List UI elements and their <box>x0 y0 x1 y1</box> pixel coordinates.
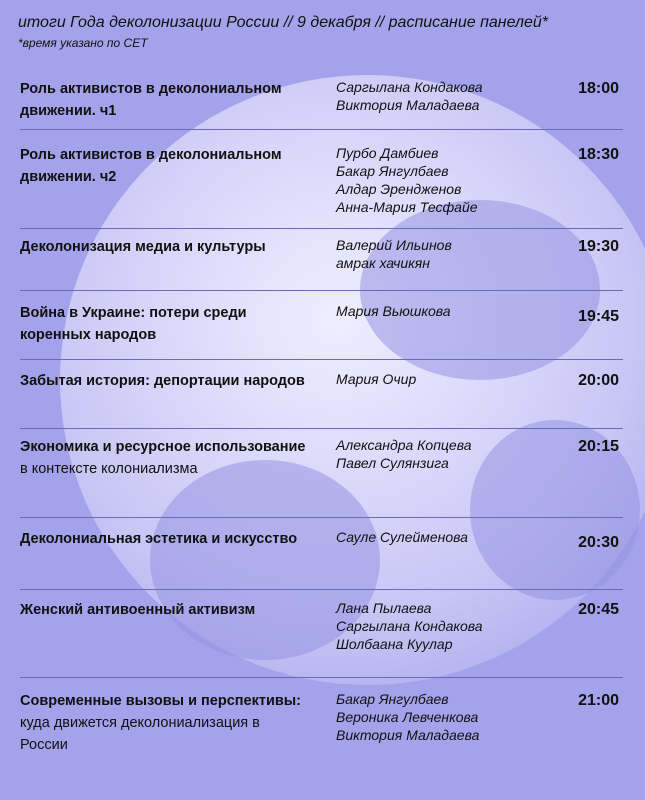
panel-time: 20:30 <box>578 534 619 551</box>
speaker: Валерий Ильинов <box>336 237 452 253</box>
speaker: Мария Очир <box>336 371 417 387</box>
speaker: Бакар Янгулбаев <box>336 691 449 707</box>
page-title: итоги Года деколонизации России // 9 декабря // расписание панелей* <box>18 14 549 31</box>
speaker: Павел Сулянзига <box>336 455 449 471</box>
panel-time: 18:30 <box>578 146 619 163</box>
panel-speakers <box>336 144 478 216</box>
schedule-row <box>20 144 623 229</box>
schedule-row <box>20 436 623 518</box>
speaker: Сауле Сулейменова <box>336 529 468 545</box>
panel-topic: Роль активистов в деколониальном движении. ч2 <box>20 147 282 185</box>
schedule-row <box>20 302 623 360</box>
panel-time: 18:00 <box>578 80 619 97</box>
speaker: Бакар Янгулбаев <box>336 163 449 179</box>
panel-speakers <box>336 370 416 388</box>
speaker: амрак хачикян <box>336 255 430 271</box>
panel-time: 20:00 <box>578 372 619 389</box>
speaker: Саргылана Кондакова <box>336 79 483 95</box>
speaker: Лана Пылаева <box>336 600 432 616</box>
panel-topic: Деколониальная эстетика и искусство <box>20 531 298 547</box>
panel-time: 21:00 <box>578 692 619 709</box>
panel-speakers <box>336 302 451 320</box>
speaker: Саргылана Кондакова <box>336 618 483 634</box>
panel-speakers <box>336 236 452 272</box>
speaker: Виктория Маладаева <box>336 97 480 113</box>
panel-speakers <box>336 528 468 546</box>
page-header <box>18 14 628 50</box>
panel-speakers <box>336 690 479 744</box>
speaker: Алдар Эрендженов <box>336 181 462 197</box>
panel-speakers <box>336 599 483 653</box>
panel-speakers <box>336 78 483 114</box>
panel-topic: Деколонизация медиа и культуры <box>20 239 266 255</box>
speaker: Мария Вьюшкова <box>336 303 451 319</box>
panel-topic: Женский антивоенный активизм <box>20 602 256 618</box>
schedule-row <box>20 236 623 291</box>
speaker: Анна-Мария Тесфайе <box>336 199 478 215</box>
timezone-note: *время указано по CET <box>18 36 148 50</box>
panel-speakers <box>336 436 471 472</box>
speaker: Шолбаана Куулар <box>336 636 453 652</box>
schedule-row <box>20 690 623 760</box>
panel-time: 20:45 <box>578 601 619 618</box>
schedule-row <box>20 528 623 590</box>
schedule-row <box>20 599 623 678</box>
speaker: Пурбо Дамбиев <box>336 145 439 161</box>
speaker: Александра Копцева <box>336 437 472 453</box>
panel-time: 20:15 <box>578 438 619 455</box>
panel-time: 19:45 <box>578 308 619 325</box>
schedule-row <box>20 370 623 429</box>
panel-topic: Экономика и ресурсное использование в контексте колониализма <box>20 439 306 477</box>
speaker: Вероника Левченкова <box>336 709 479 725</box>
panel-topic: Война в Украине: потери среди коренных народов <box>20 305 247 343</box>
panel-topic: Современные вызовы и перспективы: куда движется деколониализация в России <box>20 693 301 753</box>
panel-topic: Забытая история: депортации народов <box>20 373 305 389</box>
panel-topic: Роль активистов в деколониальном движении. ч1 <box>20 81 282 119</box>
panel-time: 19:30 <box>578 238 619 255</box>
schedule-row <box>20 78 623 130</box>
speaker: Виктория Маладаева <box>336 727 480 743</box>
